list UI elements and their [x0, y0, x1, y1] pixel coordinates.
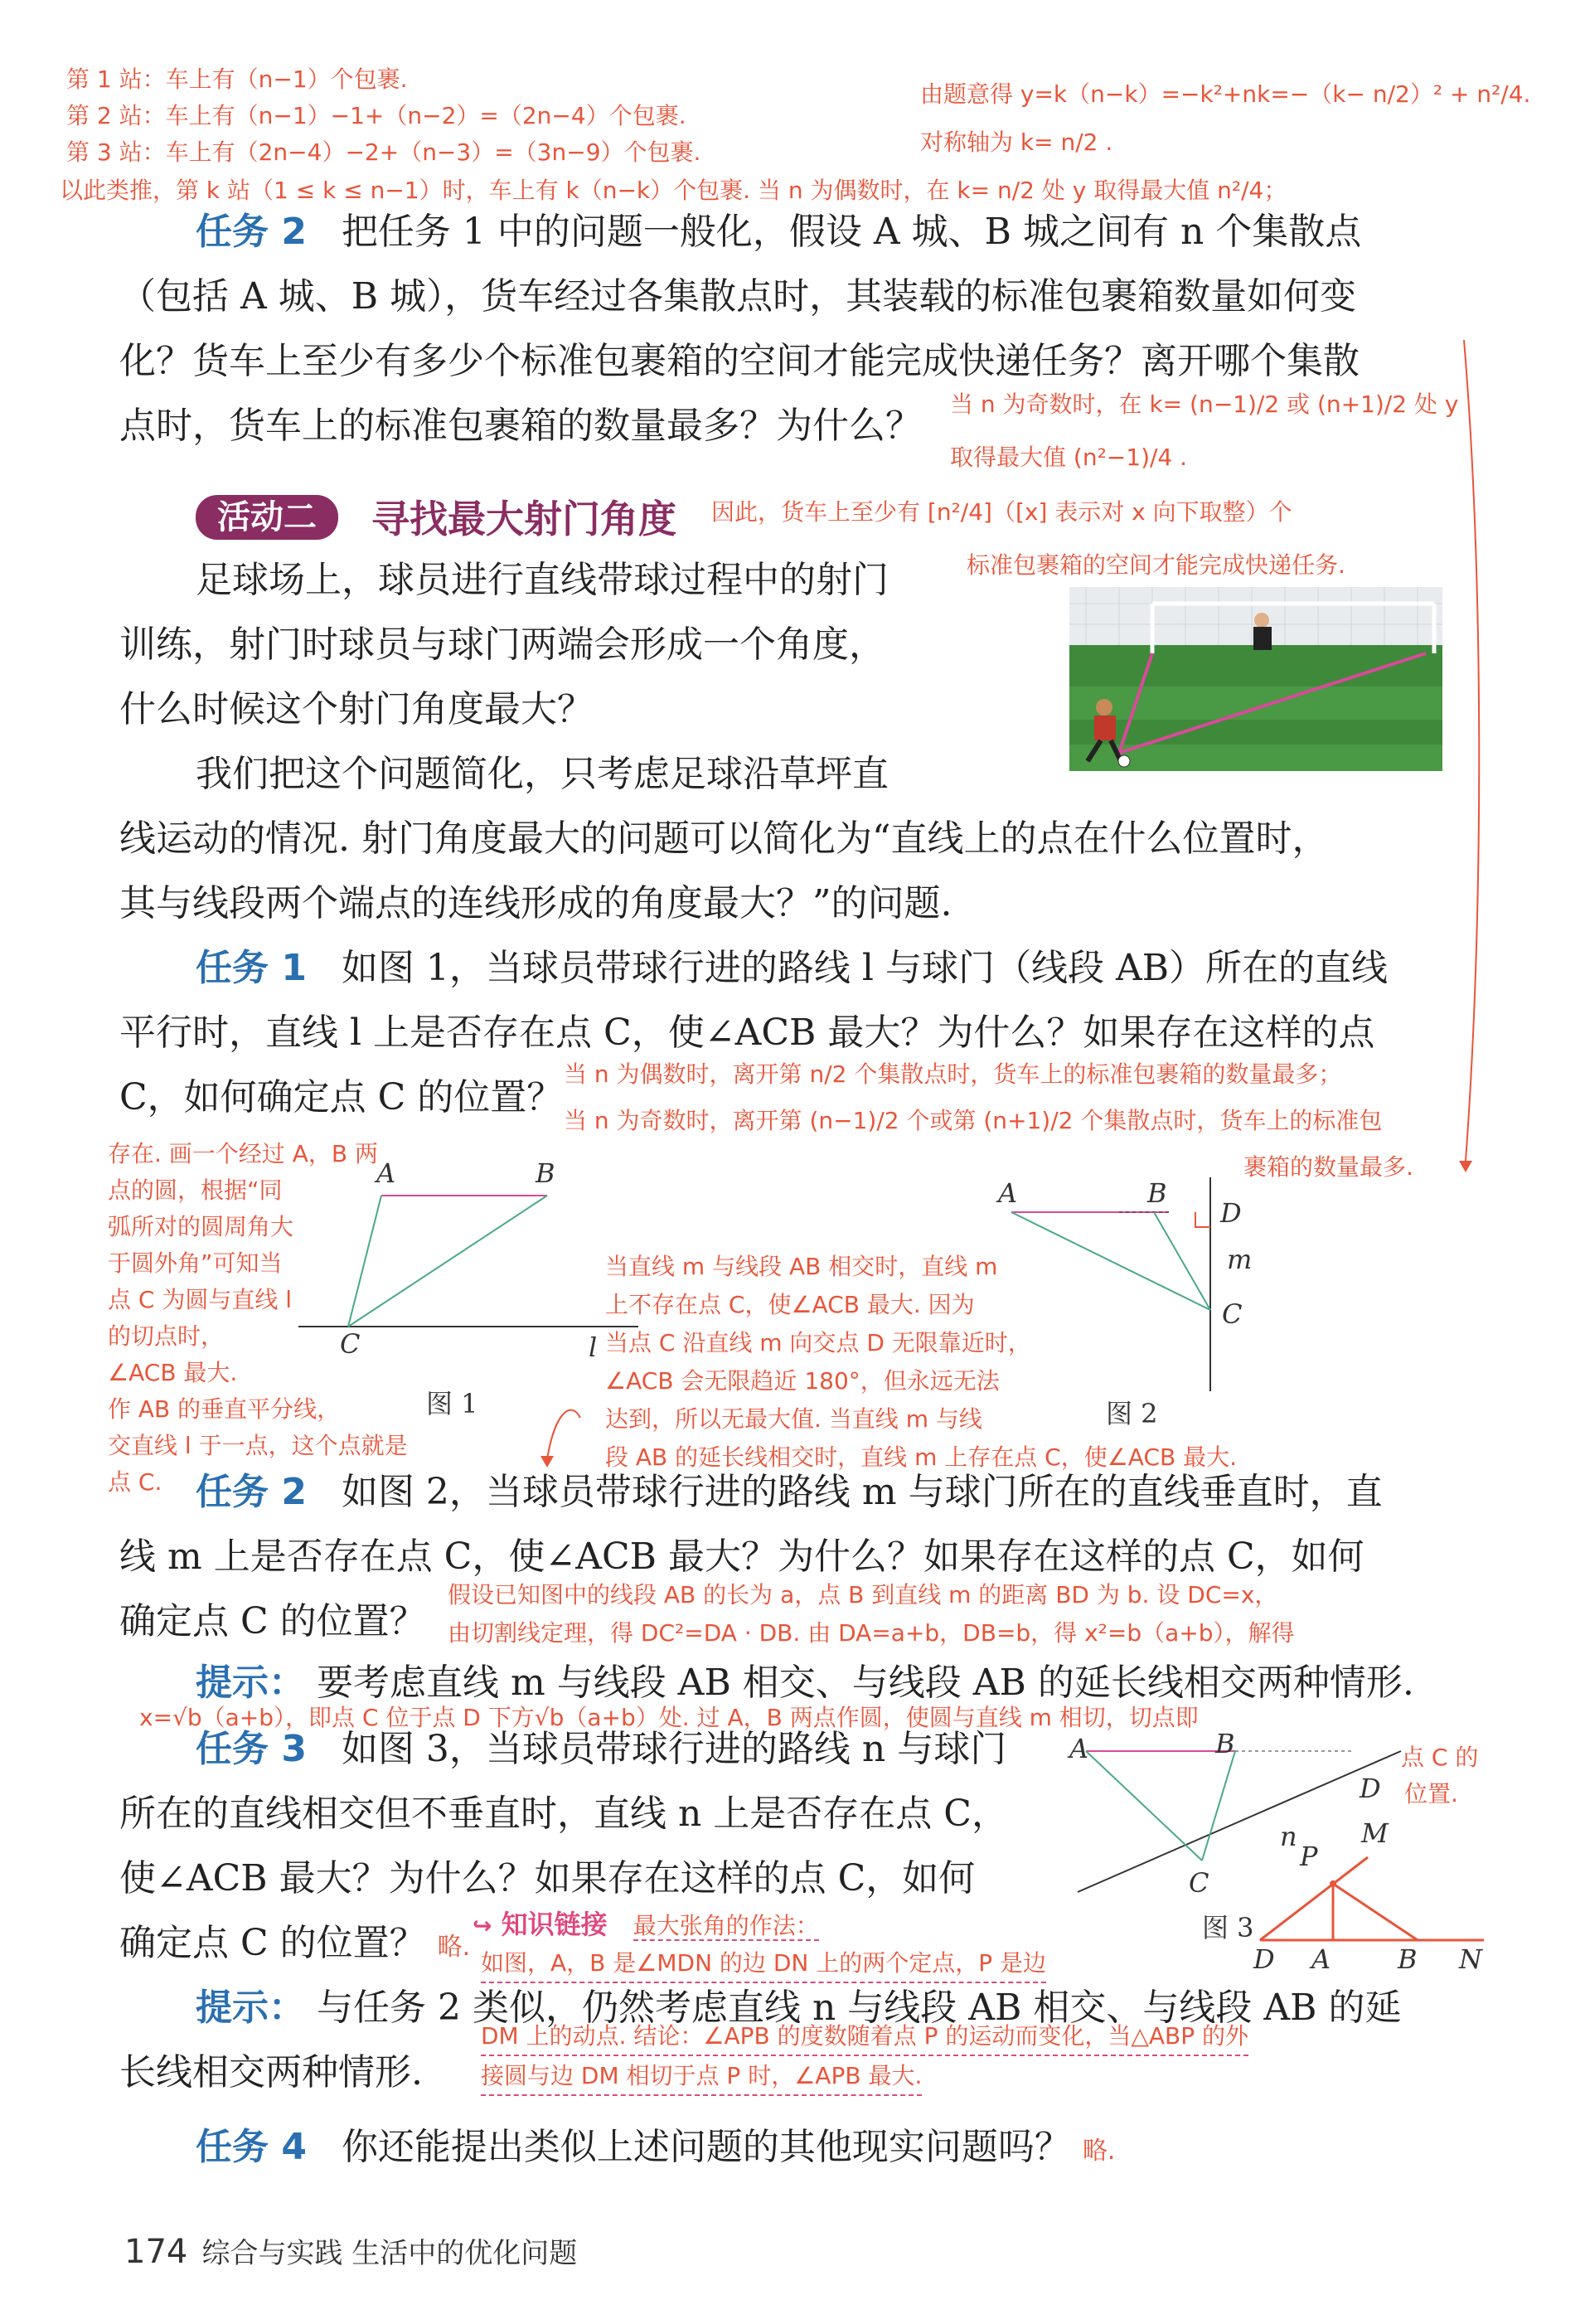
fig3-label-B: B — [1215, 1728, 1235, 1759]
task1-line2: 平行时，直线 l 上是否存在点 C，使∠ACB 最大？为什么？如果存在这样的点 — [119, 1012, 1375, 1054]
knowledge-line3: 接圆与边 DM 相切于点 P 时，∠APB 最大. — [481, 2058, 922, 2096]
fig2-label-C: C — [1222, 1298, 1243, 1330]
task2-line2: （包括 A 城、B 城），货车经过各集散点时，其装载的标准包裹箱数量如何变 — [119, 275, 1357, 318]
note-even-station: 当 n 为偶数时，离开第 n/2 个集散点时，货车上的标准包裹箱的数量最多； — [564, 1060, 1342, 1088]
task4-omit: 略. — [1082, 2137, 1116, 2166]
task2-text1: 把任务 1 中的问题一般化，假设 A 城、B 城之间有 n 个集散点 — [341, 211, 1362, 253]
activity-p1-l1: 足球场上，球员进行直线带球过程中的射门 — [196, 559, 889, 601]
note-task1-answer-6: ∠ACB 最大. — [108, 1359, 238, 1386]
fig1-label-B: B — [536, 1157, 555, 1189]
task2-label: 任务 2 — [196, 211, 307, 253]
fig2-label-D: D — [1220, 1197, 1242, 1229]
task2b-hint-label: 提示： — [196, 1662, 305, 1704]
task3-label: 任务 3 — [196, 1728, 307, 1770]
fig1-label-A: A — [376, 1157, 396, 1189]
note-odd-station: 当 n 为奇数时，离开第 (n−1)/2 个或第 (n+1)/2 个集散点时，货车上的标准包 — [564, 1107, 1383, 1134]
fig3-caption: 图 3 — [1202, 1912, 1254, 1943]
kfig-label-N: N — [1459, 1943, 1482, 1975]
note-task1-answer-0: 存在. 画一个经过 A，B 两 — [108, 1140, 378, 1167]
task3-line1 — [196, 1716, 1006, 1783]
note-fig2-5: 段 AB 的延长线相交时，直线 m 上存在点 C，使∠ACB 最大. — [605, 1443, 1238, 1471]
fig2-label-B: B — [1147, 1177, 1167, 1209]
task2b-line1 — [196, 1459, 1383, 1526]
footer-title: 综合与实践 生活中的优化问题 — [201, 2237, 578, 2270]
task2b-label: 任务 2 — [196, 1471, 307, 1513]
activity-badge-text: 活动二 — [196, 495, 338, 540]
note-task1-answer-8: 交直线 l 于一点，这个点就是 — [108, 1432, 408, 1459]
fig2-label-m: m — [1227, 1244, 1253, 1275]
note-odd-max: 当 n 为奇数时，在 k= (n−1)/2 或 (n+1)/2 处 y — [950, 391, 1459, 418]
fig1-caption: 图 1 — [426, 1388, 478, 1419]
note-task2b-4b: 位置. — [1404, 1780, 1458, 1807]
activity-p2-l1: 我们把这个问题简化，只考虑足球沿草坪直 — [196, 753, 889, 795]
fig3-label-D: D — [1360, 1773, 1381, 1804]
link-icon: ↪ — [473, 1912, 492, 1939]
note-general: 以此类推，第 k 站（1 ≤ k ≤ n−1）时，车上有 k（n−k）个包裹. 当 n 为偶数时，在 k= n/2 处 y 取得最大值 n²/4； — [60, 177, 1287, 204]
fig2-label-A: A — [998, 1177, 1018, 1209]
page-footer — [124, 2230, 577, 2271]
note-task1-answer-7: 作 AB 的垂直平分线， — [108, 1395, 341, 1423]
note-task1-answer-1: 点的圆，根据“同 — [108, 1177, 283, 1204]
task3-text4: 确定点 C 的位置？ — [119, 1922, 426, 1964]
knowledge-line2: DM 上的动点. 结论：∠APB 的度数随着点 P 的运动而变化，当△ABP 的外 — [481, 2018, 1248, 2056]
kfig-label-P: P — [1300, 1841, 1318, 1872]
fig1-label-l: l — [589, 1332, 598, 1363]
note-fig2-4: 达到，所以无最大值. 当直线 m 与线 — [605, 1405, 982, 1433]
fig3-label-C: C — [1189, 1867, 1209, 1899]
activity-p1-l2: 训练，射门时球员与球门两端会形成一个角度， — [119, 623, 885, 666]
note-task1-answer-9: 点 C. — [108, 1468, 162, 1496]
knowledge-link-label — [473, 1909, 617, 1940]
note-task1-answer-4: 点 C 为圆与直线 l — [108, 1286, 293, 1313]
task4-text: 你还能提出类似上述问题的其他现实问题吗？ — [341, 2126, 1071, 2168]
task3-hint-label: 提示： — [196, 1987, 305, 2029]
knowledge-label-text: 知识链接 — [501, 1909, 608, 1940]
note-odd-max-value: 取得最大值 (n²−1)/4 . — [950, 444, 1188, 471]
note-task2b-1: 假设已知图中的线段 AB 的长为 a，点 B 到直线 m 的距离 BD 为 b. 设 DC=x， — [448, 1581, 1278, 1608]
kfig-label-D: D — [1253, 1943, 1275, 1975]
task2b-line2: 线 m 上是否存在点 C，使∠ACB 最大？为什么？如果存在这样的点 C，如何 — [119, 1536, 1364, 1578]
task3-line3: 使∠ACB 最大？为什么？如果存在这样的点 C，如何 — [119, 1857, 976, 1899]
task3-hint-line2: 长线相交两种情形. — [119, 2051, 423, 2094]
note-fig2-1: 上不存在点 C，使∠ACB 最大. 因为 — [605, 1291, 975, 1318]
kfig-label-M: M — [1361, 1817, 1389, 1849]
task4-line — [196, 2114, 1115, 2185]
knowledge-line1: 如图，A，B 是∠MDN 的边 DN 上的两个定点，P 是边 — [481, 1945, 1046, 1983]
activity-p2-l3: 其与线段两个端点的连线形成的角度最大？”的问题. — [119, 882, 952, 924]
task4-label: 任务 4 — [196, 2126, 307, 2168]
note-task1-answer-3: 于圆外角”可知当 — [108, 1249, 283, 1277]
note-task1-answer-5: 的切点时， — [108, 1322, 225, 1350]
note-axis: 对称轴为 k= n/2 . — [920, 129, 1113, 156]
activity-p1-l3: 什么时候这个射门角度最大？ — [119, 688, 594, 730]
knowledge-figure — [1252, 1832, 1492, 1957]
task2b-line3: 确定点 C 的位置？ — [119, 1600, 426, 1642]
fig2-caption: 图 2 — [1106, 1398, 1158, 1429]
task1-line3: C，如何确定点 C 的位置？ — [119, 1076, 564, 1118]
task2-line3: 化？货车上至少有多少个标准包裹箱的空间才能完成快递任务？离开哪个集散 — [119, 340, 1360, 382]
task2b-hint-text: 要考虑直线 m 与线段 AB 相交、与线段 AB 的延长线相交两种情形. — [317, 1662, 1414, 1704]
knowledge-link — [473, 1904, 819, 1942]
task3-line2: 所在的直线相交但不垂直时，直线 n 上是否存在点 C， — [119, 1793, 1008, 1835]
fig1-label-C: C — [340, 1328, 361, 1360]
note-odd-station-2: 裹箱的数量最多. — [1243, 1153, 1413, 1181]
task3-line4 — [119, 1910, 470, 1981]
task2b-text1: 如图 2，当球员带球行进的路线 m 与球门所在的直线垂直时，直 — [341, 1471, 1383, 1513]
note-least-boxes: 因此，货车上至少有 [n²/4]（[x] 表示对 x 向下取整）个 — [711, 498, 1292, 526]
note-least-boxes-2: 标准包裹箱的空间才能完成快递任务. — [967, 551, 1345, 579]
note-fig2-3: ∠ACB 会无限趋近 180°，但永远无法 — [605, 1367, 1000, 1395]
note-task2b-3: x=√b（a+b），即点 C 位于点 D 下方√b（a+b）处. 过 A，B 两点作圆，使圆与直线 m 相切，切点即 — [139, 1704, 1199, 1731]
kfig-label-B: B — [1398, 1943, 1418, 1975]
task3-text1: 如图 3，当球员带球行进的路线 n 与球门 — [341, 1728, 1007, 1770]
page-number: 174 — [124, 2233, 188, 2271]
fig3-label-n: n — [1280, 1821, 1297, 1852]
note-station-2: 第 2 站：车上有（n−1）−1+（n−2）=（2n−4）个包裹. — [66, 102, 686, 129]
kfig-label-A: A — [1311, 1943, 1331, 1975]
note-task1-answer-2: 弧所对的圆周角大 — [108, 1213, 294, 1240]
task1-label: 任务 1 — [196, 947, 307, 989]
task1-text1: 如图 1，当球员带球行进的路线 l 与球门（线段 AB）所在的直线 — [341, 947, 1389, 989]
activity-p2-l2: 线运动的情况. 射门角度最大的问题可以简化为“直线上的点在什么位置时， — [119, 818, 1329, 860]
note-task2b-2: 由切割线定理，得 DC²=DA · DB. 由 DA=a+b，DB=b，得 x²=b（a+b），解得 — [448, 1619, 1295, 1647]
activity-title: 寻找最大射门角度 — [371, 497, 676, 541]
note-task2b-4a: 点 C 的 — [1401, 1744, 1479, 1771]
note-fig2-0: 当直线 m 与线段 AB 相交时，直线 m — [605, 1253, 998, 1280]
knowledge-title: 最大张角的作法： — [633, 1912, 819, 1939]
task3-hint-text1: 与任务 2 类似，仍然考虑直线 n 与线段 AB 相交、与线段 AB 的延 — [317, 1987, 1402, 2029]
note-fig2-2: 当点 C 沿直线 m 向交点 D 无限靠近时， — [605, 1329, 1031, 1356]
task2-line4: 点时，货车上的标准包裹箱的数量最多？为什么？ — [119, 405, 922, 447]
fig3-label-A: A — [1069, 1733, 1089, 1764]
note-station-1: 第 1 站：车上有（n−1）个包裹. — [66, 65, 408, 93]
task3-omit: 略. — [437, 1933, 471, 1962]
note-station-3: 第 3 站：车上有（2n−4）−2+（n−3）=（3n−9）个包裹. — [66, 138, 701, 166]
note-derivation: 由题意得 y=k（n−k）=−k²+nk=−（k− n/2）² + n²/4. — [920, 80, 1531, 108]
